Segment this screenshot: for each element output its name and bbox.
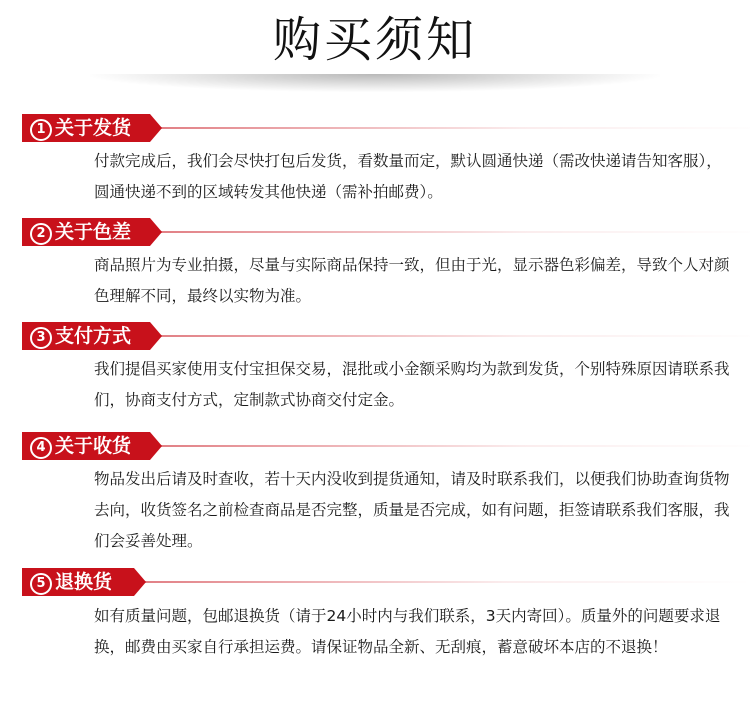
section-badge [0, 432, 750, 460]
section-number-circle: 2 [30, 223, 52, 245]
section-heading-text: 关于色差 [55, 221, 132, 243]
title-shadow-divider [90, 74, 660, 92]
section-heading-text: 关于收货 [55, 435, 132, 457]
section-number-circle: 1 [30, 119, 52, 141]
section-body-text: 物品发出后请及时查收，若十天内没收到提货通知，请及时联系我们，以便我们协助查询货物去向，收货签名之前检查商品是否完整，质量是否完成，如有问题，拒签请联系我们客服，我们会妥善处理。 [94, 470, 730, 550]
section-number-circle: 5 [30, 573, 52, 595]
section-heading-text: 支付方式 [55, 325, 132, 347]
badge-fade-line [132, 581, 750, 583]
badge-fade-line [150, 231, 750, 233]
badge-fade-line [150, 127, 750, 129]
section-body-text: 付款完成后，我们会尽快打包后发货，看数量而定，默认圆通快递（需改快递请告知客服），圆通快递不到的区域转发其他快递（需补拍邮费）。 [94, 152, 722, 201]
section-heading [30, 114, 131, 142]
badge-fade-line [150, 335, 750, 337]
section-body-text: 如有质量问题，包邮退换货（请于24小时内与我们联系，3天内寄回）。质量外的问题要求退换，邮费由买家自行承担运费。请保证物品全新、无刮痕，蓄意破坏本店的不退换！ [94, 607, 721, 656]
section-body-text: 我们提倡买家使用支付宝担保交易，混批或小金额采购均为款到发货，个别特殊原因请联系我们，协商支付方式，定制款式协商交付定金。 [94, 360, 730, 409]
section-heading [30, 322, 131, 350]
page-header [0, 0, 750, 96]
section-heading [30, 432, 131, 460]
section-number-circle: 4 [30, 437, 52, 459]
section-badge [0, 568, 750, 596]
section-badge [0, 218, 750, 246]
section-heading-text: 退换货 [55, 571, 113, 593]
section-heading [30, 218, 131, 246]
badge-fade-line [150, 445, 750, 447]
section-badge [0, 322, 750, 350]
section-heading [30, 568, 112, 596]
section-badge [0, 114, 750, 142]
section-heading-text: 关于发货 [55, 117, 132, 139]
section-body-text: 商品照片为专业拍摄，尽量与实际商品保持一致，但由于光，显示器色彩偏差，导致个人对颜色理解不同，最终以实物为准。 [94, 256, 730, 305]
page-title: 购买须知 [272, 12, 477, 68]
section-number-circle: 3 [30, 327, 52, 349]
